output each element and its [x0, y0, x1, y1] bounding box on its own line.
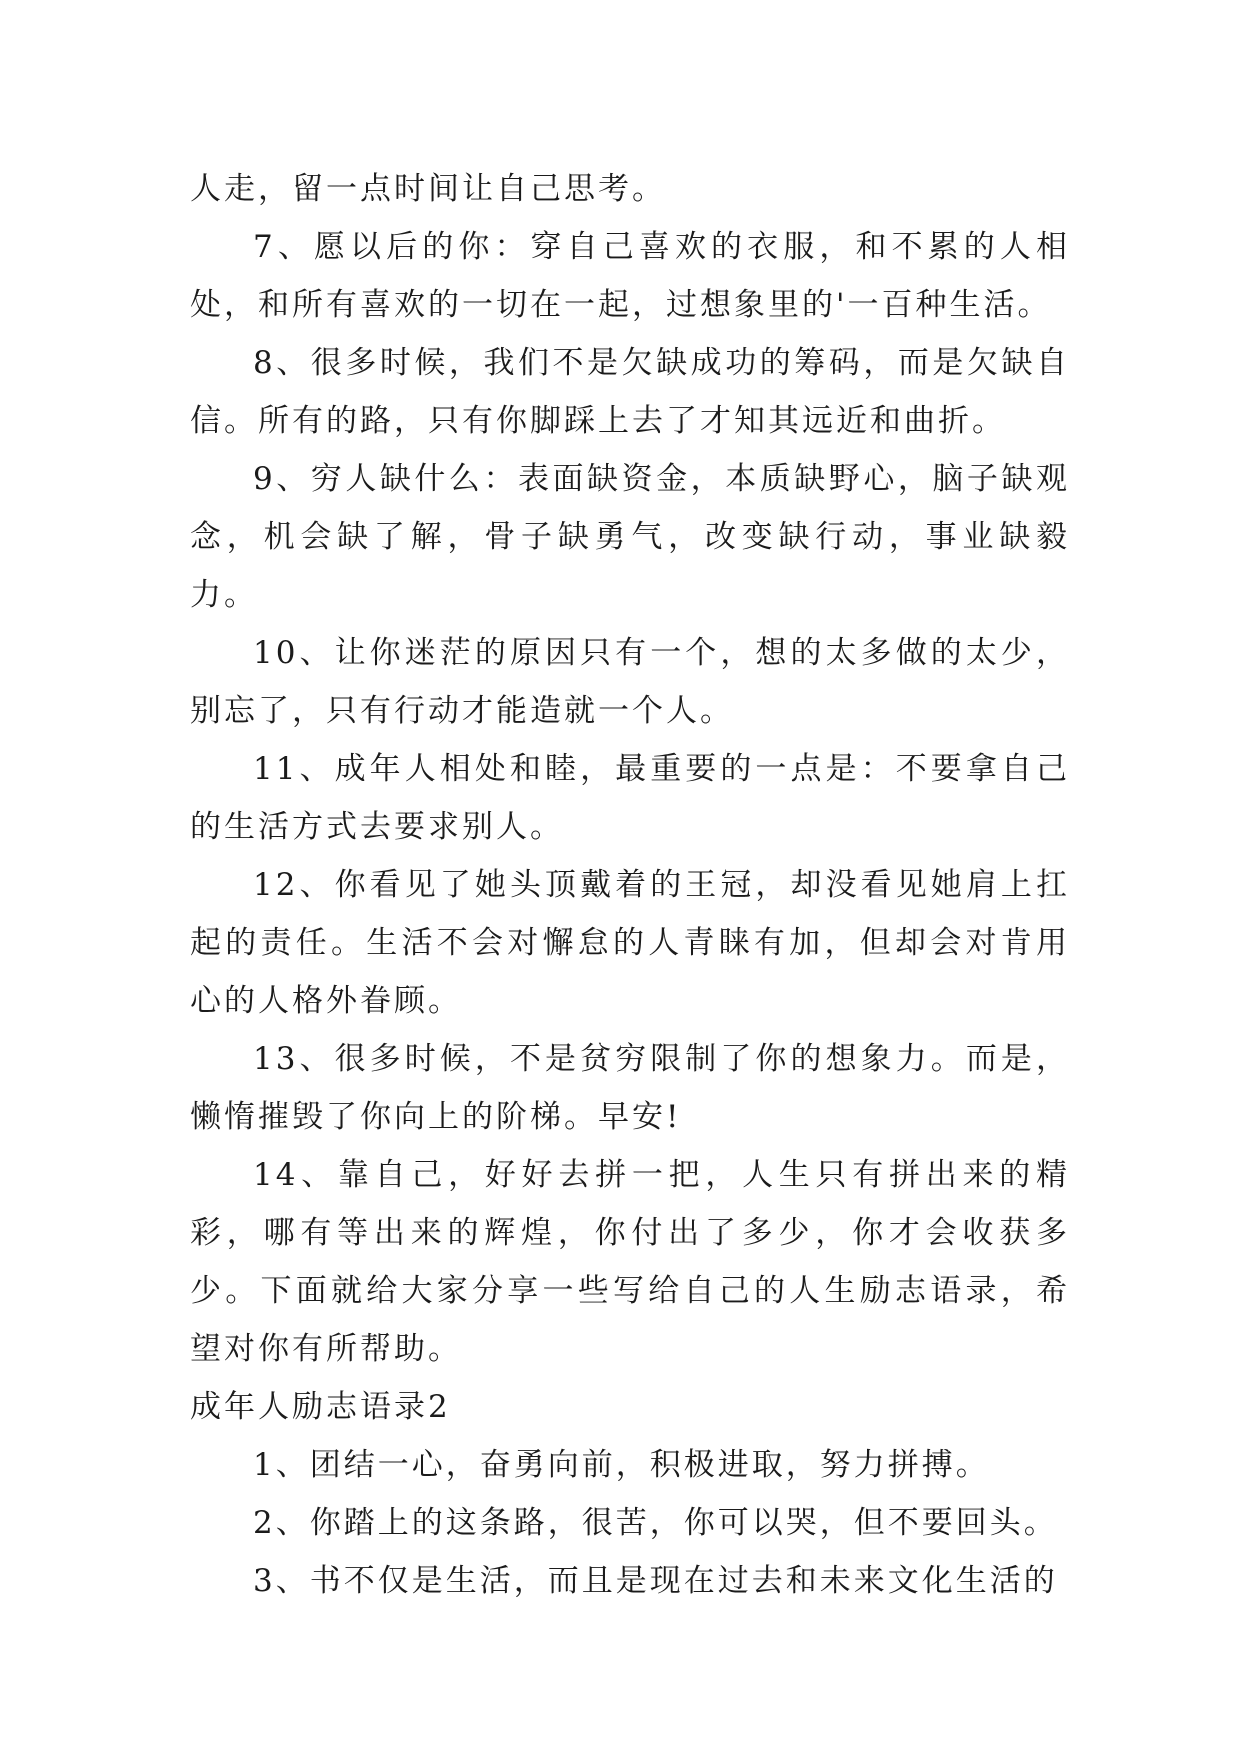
- section-paragraph-item-3: 3、书不仅是生活，而且是现在过去和未来文化生活的: [253, 1563, 1058, 1599]
- paragraph-continuation: 人走，留一点时间让自己思考。: [190, 171, 666, 207]
- paragraph-item-13: 13、很多时候，不是贫穷限制了你的想象力。而是，懒惰摧毁了你向上的阶梯。早安!: [190, 1041, 1070, 1135]
- section-paragraph-item-1: 1、团结一心，奋勇向前，积极进取，努力拼搏。: [253, 1447, 990, 1483]
- paragraph-item-14: 14、靠自己，好好去拼一把，人生只有拼出来的精彩，哪有等出来的辉煌，你付出了多少，你才会收获多少。下面就给大家分享一些写给自己的人生励志语录，希望对你有所帮助。: [190, 1157, 1070, 1367]
- paragraph-item-9: 9、穷人缺什么：表面缺资金，本质缺野心，脑子缺观念，机会缺了解，骨子缺勇气，改变缺行动，事业缺毅力。: [190, 461, 1070, 613]
- paragraph-item-7: 7、愿以后的你：穿自己喜欢的衣服，和不累的人相处，和所有喜欢的一切在一起，过想象里的'一百种生活。: [190, 229, 1070, 323]
- paragraph-item-11: 11、成年人相处和睦，最重要的一点是：不要拿自己的生活方式去要求别人。: [190, 751, 1070, 845]
- paragraph-item-12: 12、你看见了她头顶戴着的王冠，却没看见她肩上扛起的责任。生活不会对懈怠的人青睐有加，但却会对肯用心的人格外眷顾。: [190, 867, 1070, 1019]
- paragraph-item-10: 10、让你迷茫的原因只有一个，想的太多做的太少，别忘了，只有行动才能造就一个人。: [190, 635, 1070, 729]
- section-heading: 成年人励志语录2: [190, 1389, 451, 1425]
- paragraph-item-8: 8、很多时候，我们不是欠缺成功的筹码，而是欠缺自信。所有的路，只有你脚踩上去了才知其远近和曲折。: [190, 345, 1070, 439]
- section-paragraph-item-2: 2、你踏上的这条路，很苦，你可以哭，但不要回头。: [253, 1505, 1058, 1541]
- document-body: [190, 160, 1070, 1610]
